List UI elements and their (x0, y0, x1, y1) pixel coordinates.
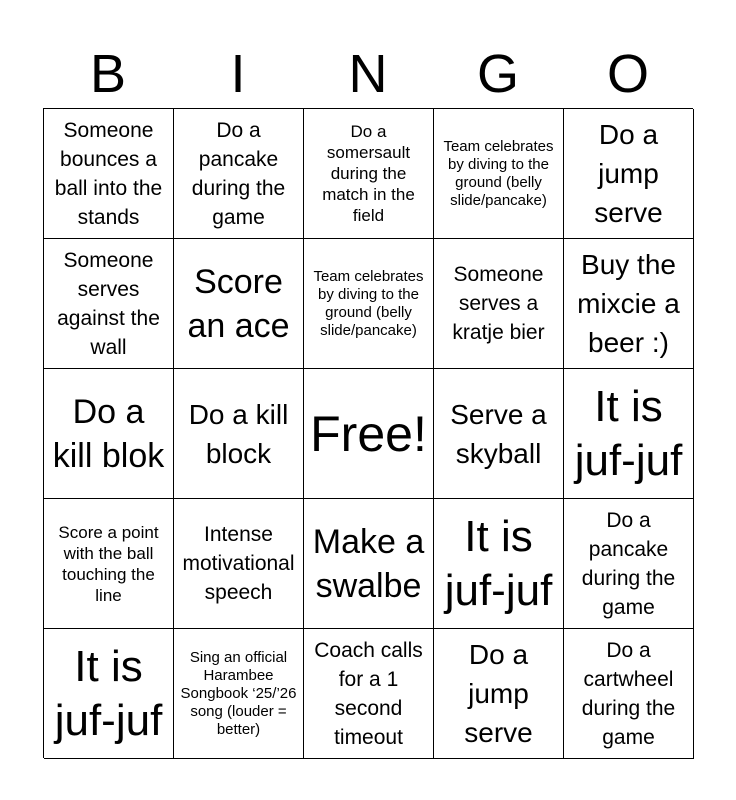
bingo-cell[interactable] (304, 369, 434, 499)
bingo-cell-text: Intense motivational speech (182, 523, 295, 604)
header-letter-n: N (348, 44, 388, 104)
bingo-cell[interactable] (304, 109, 434, 239)
header-letter-i: I (230, 44, 246, 104)
bingo-cell[interactable] (564, 239, 694, 369)
bingo-cell[interactable] (304, 239, 434, 369)
bingo-cell[interactable] (174, 239, 304, 369)
bingo-cell-text: Do a pancake during the game (191, 118, 286, 229)
bingo-cell-text: Do a kill blok (52, 392, 165, 475)
bingo-cell[interactable] (174, 629, 304, 759)
bingo-cell-text: Buy the mixcie a beer :) (577, 249, 680, 358)
bingo-cell[interactable] (564, 109, 694, 239)
bingo-cell[interactable] (174, 109, 304, 239)
bingo-cell-text: Team celebrates by diving to the ground (belly slide/pancake) (443, 137, 554, 209)
bingo-cell-text: Someone serves a kratje bier (452, 263, 545, 344)
bingo-cell-text: Score an ace (187, 262, 290, 345)
bingo-cell[interactable] (174, 369, 304, 499)
bingo-cell[interactable] (174, 499, 304, 629)
header-letter-b: B (89, 44, 127, 104)
bingo-cell[interactable] (304, 499, 434, 629)
bingo-cell[interactable] (434, 109, 564, 239)
bingo-cell[interactable] (434, 499, 564, 629)
bingo-cell-text: Coach calls for a 1 second timeout (314, 638, 423, 749)
bingo-cell-text: Someone bounces a ball into the stands (54, 118, 163, 229)
bingo-cell[interactable] (44, 499, 174, 629)
bingo-header (43, 40, 693, 108)
bingo-cell-text: Do a cartwheel during the game (581, 638, 676, 749)
header-letter-g: G (476, 44, 519, 104)
bingo-cell[interactable] (564, 369, 694, 499)
bingo-cell-text: Sing an official Harambee Songbook ‘25/’26 song (louder = better) (180, 648, 297, 738)
bingo-cell-text: Do a kill block (188, 398, 289, 469)
bingo-cell[interactable] (44, 369, 174, 499)
header-letter-o: O (606, 44, 649, 104)
bingo-cell-text: Free! (310, 405, 427, 462)
bingo-cell[interactable] (44, 629, 174, 759)
bingo-cell[interactable] (434, 369, 564, 499)
bingo-cell[interactable] (304, 629, 434, 759)
bingo-cell[interactable] (44, 239, 174, 369)
bingo-cell-text: It is juf-juf (574, 381, 683, 485)
bingo-cell-text: It is juf-juf (54, 641, 163, 745)
bingo-cell-text: Make a swalbe (312, 522, 425, 605)
bingo-cell[interactable] (434, 629, 564, 759)
bingo-cell-text: Do a pancake during the game (581, 508, 676, 619)
bingo-cell-text: Team celebrates by diving to the ground (belly slide/pancake) (313, 267, 424, 339)
bingo-cell-text: Do a jump serve (594, 119, 663, 228)
bingo-cell-text: Do a jump serve (464, 639, 533, 748)
bingo-cell[interactable] (44, 109, 174, 239)
bingo-cell-text: Someone serves against the wall (57, 248, 160, 359)
bingo-cell[interactable] (564, 499, 694, 629)
bingo-cell[interactable] (564, 629, 694, 759)
bingo-cell-text: Serve a skyball (450, 398, 547, 469)
bingo-board (43, 108, 693, 758)
bingo-cell-text: Do a somersault during the match in the field (322, 122, 415, 225)
bingo-cell[interactable] (434, 239, 564, 369)
bingo-cell-text: It is juf-juf (444, 511, 553, 615)
bingo-cell-text: Score a point with the ball touching the line (58, 522, 159, 605)
